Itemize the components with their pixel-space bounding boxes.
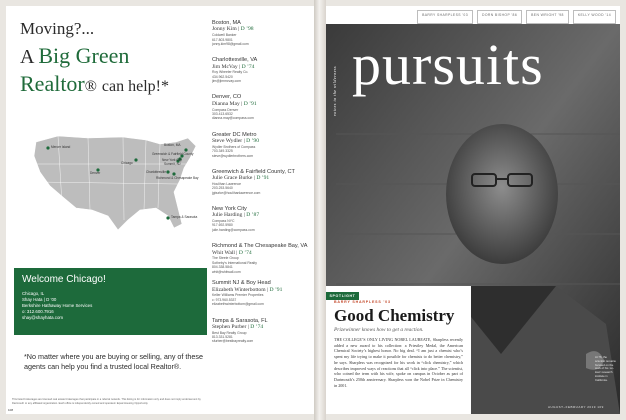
agent-name-text: Elizabeth Winterbottom xyxy=(212,286,266,293)
agent-name-text: Whit Wall xyxy=(212,249,235,256)
agent-city: Richmond & The Chesapeake Bay, VA xyxy=(212,243,308,250)
agent-city: Denver, CO xyxy=(212,94,242,101)
welcome-line: Chicago, IL xyxy=(22,291,45,296)
agent-entry xyxy=(212,57,310,94)
article-byline: BARRY SHARPLESS ’03 xyxy=(334,300,391,304)
agent-name: Julie Harding | D ’87 xyxy=(212,212,260,219)
agent-class: D ’91 xyxy=(256,175,270,182)
headline-line-1: Moving?... xyxy=(20,19,95,38)
headline-realtor: Realtor xyxy=(20,70,85,96)
agent-name-text: Julie Grace Burke xyxy=(212,175,253,182)
agent-email: jim@jimmcvay.com xyxy=(212,79,241,84)
agent-city: New York City xyxy=(212,205,247,212)
story-tag: BEN WRIGHT ’98 xyxy=(526,10,569,24)
left-page xyxy=(6,6,314,414)
agent-detail: Compass Denver xyxy=(212,107,239,112)
spotlight-label: SPOTLIGHT xyxy=(326,292,359,300)
page-footer-right: AUGUST–FEBRUARY 2019 109 xyxy=(548,405,604,409)
agent-name: Julie Grace Burke | D ’91 xyxy=(212,175,270,182)
agent-class: D ’74 xyxy=(241,63,255,70)
agent-class: D ’87 xyxy=(246,212,260,219)
agent-city: Summit NJ & Boy Head xyxy=(212,280,271,287)
fine-print: This listed brokerages are licensed real estate brokerages that participate in a referral network. This listing is for information only and does not imply endorsement by Dartmouth or any affiliated organization. Each office is independently owned and operated. Equal Housing Opportunity. xyxy=(12,398,201,405)
agent-class: D ’74 xyxy=(238,249,252,256)
photo-caption: At 76, the scientist remains focused on the work of his ‘on-loan’ research institute in California. xyxy=(595,355,616,382)
agent-class: D ’74 xyxy=(250,323,264,330)
agent-detail: Wydler Brothers of Compass xyxy=(212,144,256,149)
pin-label: Tampa & Sarasota xyxy=(171,215,198,219)
agent-detail: 917.692.5980 xyxy=(212,223,233,228)
agent-entry xyxy=(212,206,310,243)
ad-footnote: *No matter where you are buying or selling, any of these agents can help you find a trusted local Realtor®. xyxy=(24,352,203,371)
pin-charlottesville xyxy=(166,170,169,173)
pin-label: Richmond & Chesapeake Bay xyxy=(156,176,199,180)
headline-line-2 xyxy=(20,44,206,68)
agent-class: D ’98 xyxy=(240,26,254,33)
agent-name: Whit Wall | D ’74 xyxy=(212,249,252,256)
agent-detail: Sotheby's International Realty xyxy=(212,260,257,265)
agent-email: elizabethwinterbottom@gmail.com xyxy=(212,302,264,307)
agent-entry xyxy=(212,169,310,206)
agent-name-text: Dianna May xyxy=(212,100,240,107)
welcome-title: Welcome Chicago! xyxy=(22,274,106,285)
vertical-kicker: voices in the wilderness xyxy=(332,65,337,116)
agent-name: Jonny Kim | D ’98 xyxy=(212,26,254,33)
agent-name: Jim McVay | D ’74 xyxy=(212,63,255,70)
agent-detail: Keller Williams Premier Properties xyxy=(212,293,264,298)
agent-name-text: Jim McVay xyxy=(212,63,238,70)
agent-name-text: Julie Harding xyxy=(212,212,243,219)
agent-city: Charlottesville, VA xyxy=(212,57,258,64)
agent-class: D ’91 xyxy=(269,286,283,293)
story-tag: DORN BISHOP ’86 xyxy=(477,10,522,24)
pin-label: Greenwich & Fairfield County xyxy=(152,152,194,156)
top-tag-bar xyxy=(326,6,620,24)
section-masthead: pursuits xyxy=(352,32,544,97)
us-map-icon xyxy=(28,124,203,242)
pin-label: Denver xyxy=(90,171,101,175)
page-number-left: 108 xyxy=(8,408,14,412)
headline-big-green: Big Green xyxy=(38,42,130,68)
article-body: THE COLLEGE’S ONLY LIVING NOBEL LAUREATE, Sharpless recently added a new award to his collection: a Priestley Medal, the American Chemical Society’s highest honor. No big deal. “I am just a chemist who’s spent my life trying to make it possible for chemists to do better chemistry,” he says. Sharpless was recognized for his work in “click chemistry,” which describes improved ways of reactions that all “click into place.” The scientist, who coined the term with his wife, spoke on campus in October as part of Dartmouth’s 250th anniversary. Sharpless won the Nobel Prize in Chemistry in 2001. xyxy=(334,337,463,388)
agent-email: steve@wydlerbrothers.com xyxy=(212,153,254,158)
ad-headline xyxy=(20,20,206,96)
agent-detail: c: 973.960.5337 xyxy=(212,297,237,302)
pin-chicago xyxy=(134,158,137,161)
agent-entry xyxy=(212,318,310,355)
agent-detail: 434.962.5420 xyxy=(212,74,233,79)
us-map xyxy=(28,124,203,242)
pin-label: Summit, NJ xyxy=(164,162,181,166)
registered-mark: ® xyxy=(84,77,97,95)
pin-label: Boston, MA xyxy=(164,143,181,147)
story-tag: KELLY WOOD ’14 xyxy=(573,10,616,24)
agent-detail: 203.253.5640 xyxy=(212,186,233,191)
agent-city: Greater DC Metro xyxy=(212,131,257,138)
story-tag: BARRY SHARPLESS ’03 xyxy=(417,10,473,24)
agent-entry xyxy=(212,94,310,131)
pin-mercer-island xyxy=(46,146,49,149)
agent-name-text: Steve Wydler xyxy=(212,137,243,144)
agent-email: whit@whitwall.com xyxy=(212,269,241,274)
welcome-line: Shay Hata | D ’00 xyxy=(22,296,57,302)
headline-line-3 xyxy=(20,72,206,96)
agent-city: Greenwich & Fairfield County, CT xyxy=(212,168,295,175)
headline-suffix: can help!* xyxy=(101,77,169,95)
agent-detail: 303.413.6532 xyxy=(212,111,233,116)
article-dek: Prizewinner knows how to get a reaction. xyxy=(334,327,424,333)
welcome-line: o: 312.600.7916 xyxy=(22,308,54,314)
pin-label: Mercer Island xyxy=(51,145,71,149)
agent-detail: Roy Wheeler Realty Co. xyxy=(212,70,249,75)
agent-detail: The Steele Group xyxy=(212,256,239,261)
welcome-line: Berkshire Hathaway Home Services xyxy=(22,302,93,308)
pin-label: Charlottesville xyxy=(146,170,167,174)
pin-tampa xyxy=(166,216,169,219)
agent-detail: Best Bay Realty Group xyxy=(212,330,247,335)
agent-list xyxy=(212,20,310,355)
agent-email: jgburke@houlihanlawrence.com xyxy=(212,190,261,195)
agent-name: Stephen Purber | D ’74 xyxy=(212,323,264,330)
agent-detail: Houlihan Lawrence xyxy=(212,181,242,186)
spread-gutter xyxy=(314,0,326,420)
article-panel xyxy=(326,286,471,414)
agent-city: Tampa & Sarasota, FL xyxy=(212,317,268,324)
pin-label: Chicago xyxy=(121,161,133,165)
right-page xyxy=(326,6,620,414)
article-title: Good Chemistry xyxy=(334,306,455,325)
agent-name: Dianna May | D ’91 xyxy=(212,100,257,107)
agent-name: Steve Wydler | D ’90 xyxy=(212,137,259,144)
agent-detail: 703.349.3325 xyxy=(212,149,233,154)
agent-entry xyxy=(212,20,310,57)
agent-email: sfurber@bestbayrealty.com xyxy=(212,339,254,344)
agent-email: jonny.kim98@gmail.com xyxy=(212,41,249,46)
agent-name-text: Jonny Kim xyxy=(212,26,237,33)
agent-detail: 804.338.5841 xyxy=(212,265,233,270)
headline-prefix: A xyxy=(20,45,34,68)
agent-name: Elizabeth Winterbottom | D ’91 xyxy=(212,286,283,293)
agent-email: dianna.may@compass.com xyxy=(212,116,254,121)
agent-city: Boston, MA xyxy=(212,20,241,26)
agent-detail: 617.803.9801 xyxy=(212,37,233,42)
agent-detail: 813.331.5281 xyxy=(212,335,233,340)
agent-entry xyxy=(212,132,310,169)
agent-class: D ’90 xyxy=(246,137,259,144)
agent-class: D ’91 xyxy=(243,100,257,107)
welcome-line: shay@shayhata.com xyxy=(22,314,64,320)
agent-entry xyxy=(212,280,310,317)
agent-entry xyxy=(212,243,310,280)
agent-name-text: Stephen Purber xyxy=(212,323,247,330)
welcome-chicago-box xyxy=(14,268,207,335)
agent-email: julie.harding@compass.com xyxy=(212,227,255,232)
agent-detail: Compass NYC xyxy=(212,219,235,224)
agent-detail: Coldwell Banker xyxy=(212,33,237,38)
pin-label: New York City xyxy=(162,158,182,162)
